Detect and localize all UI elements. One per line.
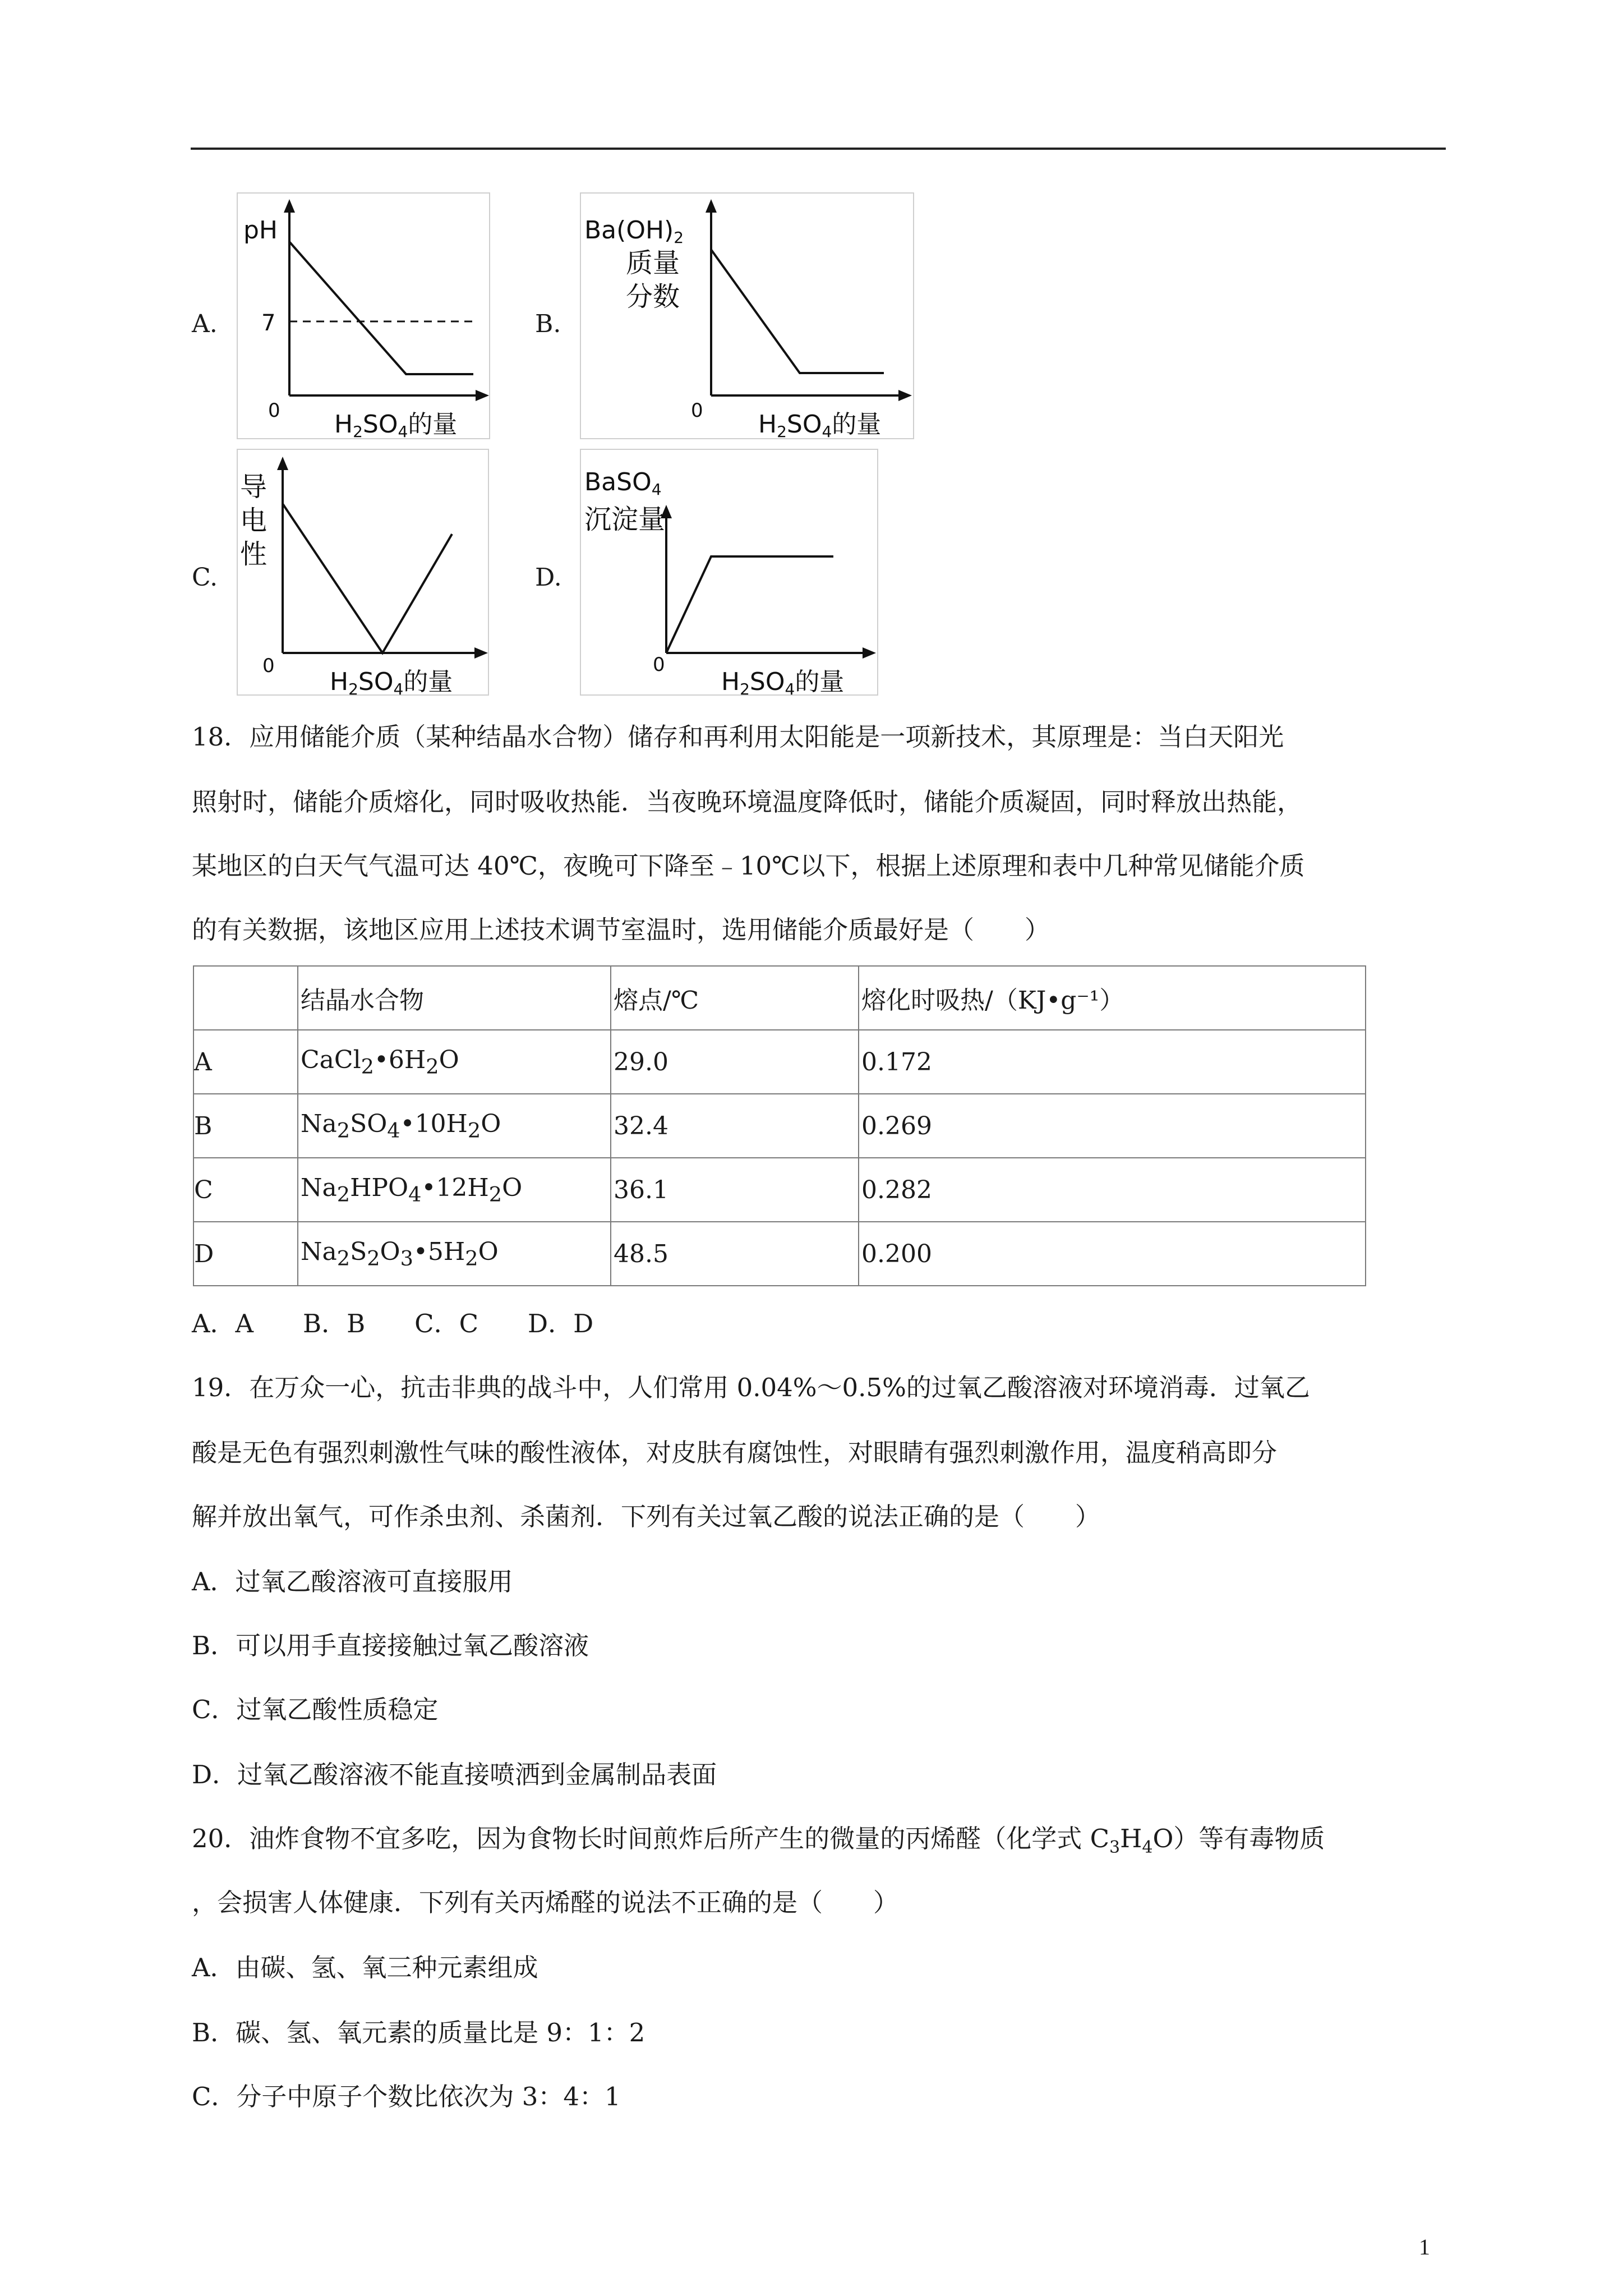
row-label: D	[193, 1222, 298, 1286]
q19-option-b[interactable]: B．可以用手直接接触过氧乙酸溶液	[192, 1631, 589, 1660]
row-heat: 0.200	[859, 1222, 1366, 1286]
table-header-cell: 熔化时吸热/（KJ•g⁻¹）	[859, 966, 1366, 1030]
graph-b-svg	[581, 194, 915, 440]
graph-a-xlabel: H2SO4的量	[334, 410, 458, 440]
graph-b-ylabel-line1: Ba(OH)2	[584, 216, 684, 247]
graph-c-svg	[238, 450, 490, 697]
q18-stem-line2: 照射时，储能介质熔化，同时吸收热能．当夜晚环境温度降低时，储能介质凝固，同时释放出热能，	[192, 787, 1303, 817]
table-row	[193, 1094, 1366, 1158]
table-header-row	[193, 966, 1366, 1030]
table-row	[193, 1158, 1366, 1222]
row-melting-point: 48.5	[611, 1222, 859, 1286]
q18-answer-a[interactable]: A．A	[192, 1309, 253, 1338]
graph-a-origin: 0	[268, 399, 280, 422]
graph-c-ylabel-2: 电	[240, 505, 268, 536]
graph-c	[237, 449, 489, 696]
q19-option-a[interactable]: A．过氧乙酸溶液可直接服用	[192, 1567, 513, 1596]
graph-c-origin: 0	[262, 655, 275, 677]
row-heat: 0.172	[859, 1030, 1366, 1094]
q19-option-d[interactable]: D．过氧乙酸溶液不能直接喷洒到金属制品表面	[192, 1760, 717, 1789]
graph-b-xlabel: H2SO4的量	[758, 410, 882, 440]
graph-b-ylabel-line2: 质量	[626, 247, 680, 279]
row-label: C	[193, 1158, 298, 1222]
row-label: B	[193, 1094, 298, 1158]
row-formula: $Na_2SO_4•10H_2O$	[298, 1094, 611, 1158]
q18-answer-b[interactable]: B．B	[303, 1309, 366, 1338]
row-melting-point: 32.4	[611, 1094, 859, 1158]
graph-c-ylabel-3: 性	[240, 539, 268, 570]
table-header-cell: 熔点/℃	[611, 966, 859, 1030]
row-formula: $Na_2S_2O_3•5H_2O$	[298, 1222, 611, 1286]
graph-d-origin: 0	[653, 654, 665, 676]
q18-stem-line3: 某地区的白天气气温可达 40℃，夜晚可下降至﹣10℃以下，根据上述原理和表中几种常见储能介质	[192, 851, 1305, 881]
graph-a-ylabel: pH	[243, 216, 278, 245]
table-row	[193, 1030, 1366, 1094]
q18-stem-line1: 18．应用储能介质（某种结晶水合物）储存和再利用太阳能是一项新技术，其原理是：当白天阳光	[192, 722, 1284, 752]
graph-b-ylabel-line3: 分数	[626, 281, 680, 312]
graph-d	[580, 449, 878, 696]
q18-stem-line4: 的有关数据，该地区应用上述技术调节室温时，选用储能介质最好是（ ）	[192, 915, 1050, 945]
q20-option-c[interactable]: C．分子中原子个数比依次为 3：4：1	[192, 2082, 621, 2111]
row-heat: 0.282	[859, 1158, 1366, 1222]
table-header-cell: 结晶水合物	[298, 966, 611, 1030]
graph-d-svg	[581, 450, 879, 697]
graph-b-origin: 0	[691, 399, 703, 422]
graph-c-xlabel: H2SO4的量	[330, 668, 453, 697]
row-heat: 0.269	[859, 1094, 1366, 1158]
row-melting-point: 36.1	[611, 1158, 859, 1222]
q20-option-b[interactable]: B．碳、氢、氧元素的质量比是 9：1：2	[192, 2018, 645, 2047]
page-number: 1	[1419, 2234, 1430, 2260]
q18-data-table	[193, 965, 1366, 1286]
q20-stem-line2: ，会损害人体健康．下列有关丙烯醛的说法不正确的是（ ）	[192, 1888, 899, 1917]
q20-stem-line1: 20．油炸食物不宜多吃，因为食物长时间煎炸后所产生的微量的丙烯醛（化学式 $C_3H_4O$）等有毒物质	[192, 1824, 1325, 1857]
q19-stem-line2: 酸是无色有强烈刺激性气味的酸性液体，对皮肤有腐蚀性，对眼睛有强烈刺激作用，温度稍高即分	[192, 1438, 1278, 1467]
q19-stem-line1: 19．在万众一心，抗击非典的战斗中，人们常用 0.04%～0.5%的过氧乙酸溶液对环境消毒．过氧乙	[192, 1373, 1310, 1402]
table-row	[193, 1222, 1366, 1286]
graph-b	[580, 192, 914, 439]
q18-answers	[192, 1307, 643, 1341]
graph-c-ylabel-1: 导	[240, 471, 268, 503]
graph-a-svg	[238, 194, 491, 440]
q20-option-a[interactable]: A．由碳、氢、氧三种元素组成	[192, 1953, 538, 1982]
graph-a	[237, 192, 490, 439]
option-a-label: A.	[192, 310, 218, 338]
graph-d-ylabel-line2: 沉淀量	[584, 504, 666, 535]
graph-d-ylabel-line1: BaSO4	[584, 468, 662, 499]
row-label: A	[193, 1030, 298, 1094]
header-rule	[191, 148, 1446, 150]
row-melting-point: 29.0	[611, 1030, 859, 1094]
q19-stem-line3: 解并放出氧气，可作杀虫剂、杀菌剂．下列有关过氧乙酸的说法正确的是（ ）	[192, 1502, 1101, 1531]
q18-answer-d[interactable]: D．D	[528, 1309, 594, 1338]
table-header-cell	[193, 966, 298, 1030]
option-b-label: B.	[535, 310, 561, 338]
graph-a-ref: 7	[261, 310, 276, 336]
option-d-label: D.	[535, 563, 562, 592]
option-c-label: C.	[192, 563, 218, 592]
q18-answer-c[interactable]: C．C	[414, 1309, 479, 1338]
q19-option-c[interactable]: C．过氧乙酸性质稳定	[192, 1695, 439, 1724]
row-formula: $CaCl_2•6H_2O$	[298, 1030, 611, 1094]
row-formula: $Na_2HPO_4•12H_2O$	[298, 1158, 611, 1222]
graph-d-xlabel: H2SO4的量	[721, 668, 845, 697]
